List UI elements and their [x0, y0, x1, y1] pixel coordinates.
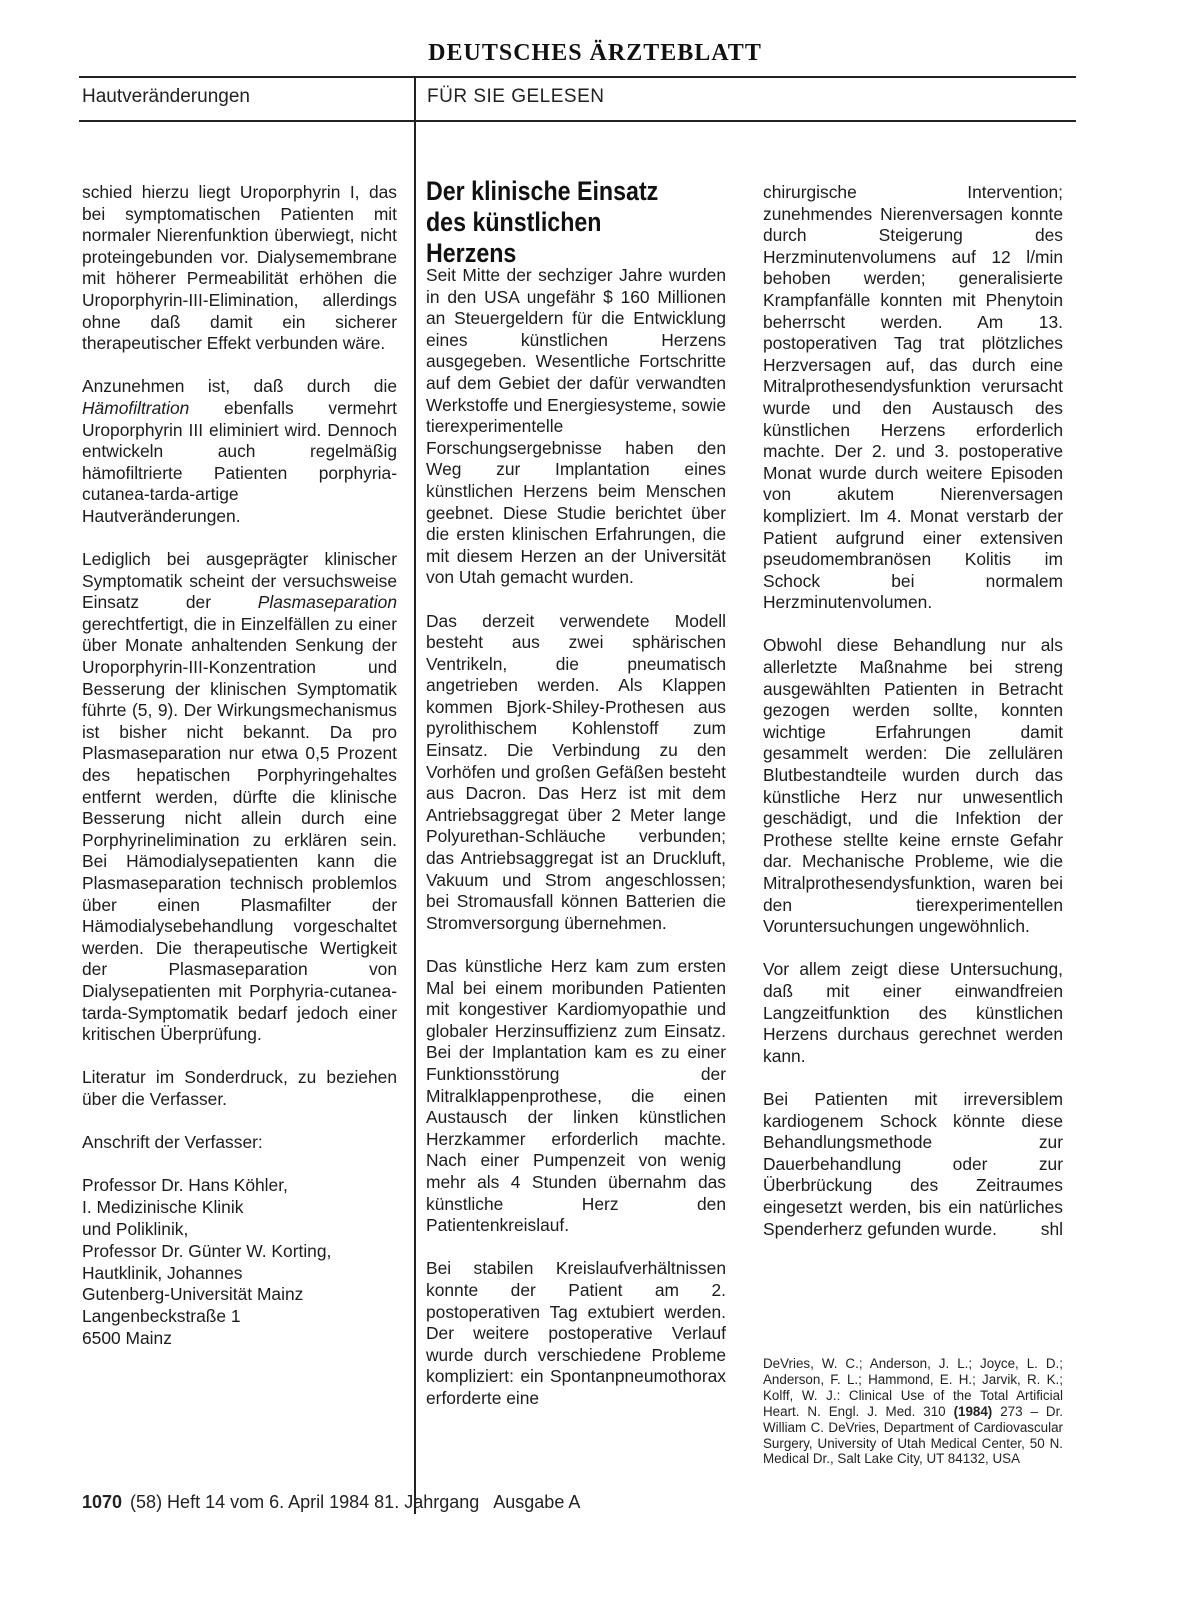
paragraph: Anzunehmen ist, daß durch die Hämofiltration ebenfalls vermehrt Uroporphyrin III eliminiert wird. Dennoch entwickeln auch regelmäßig hämofiltrierte Patienten porphyria-cutanea-tarda-artige Hautveränderungen. [82, 376, 397, 526]
paragraph: Vor allem zeigt diese Untersuchung, daß mit einer einwandfreien Langzeitfunktion des künstlichen Herzens durchaus gerechnet werden kann. [763, 959, 1063, 1066]
paragraph: Das künstliche Herz kam zum ersten Mal bei einem moribunden Patienten mit kongestiver Kardiomyopathie und globaler Herzinsuffizienz zum Einsatz. Bei der Implantation kam es zu einer Funktionsstörung der Mitralklappenprothese, die einen Austausch der linken künstlichen Herzkammer erforderlich machte. Nach einer Pumpenzeit von wenig mehr als 4 Stunden übernahm das künstliche Herz den Patientenkreislauf. [426, 956, 726, 1236]
address-line: und Poliklinik, [82, 1218, 189, 1239]
page-footer [82, 1492, 580, 1513]
right-column [763, 182, 1063, 1262]
address-line: Hautklinik, Johannes [82, 1262, 243, 1283]
address-line: 6500 Mainz [82, 1327, 172, 1348]
paragraph: schied hierzu liegt Uroporphyrin I, das bei symptomatischen Patienten mit normaler Nierenfunktion überwiegt, nicht proteingebunden vor. Dialysemembrane mit höherer Permeabilität erhöhen die Uroporphyrin-III-Elimination, allerdings ohne daß damit ein sicherer therapeutischer Effekt verbunden wäre. [82, 182, 397, 354]
page-number: 1070 [82, 1492, 123, 1512]
paragraph: Bei stabilen Kreislaufverhältnissen konnte der Patient am 2. postoperativen Tag extubiert werden. Der weitere postoperative Verlauf wurde durch verschiedene Probleme kompliziert: ein Spontanpneumothorax erforderte eine [426, 1258, 726, 1408]
address-line: Gutenberg-Universität Mainz [82, 1284, 304, 1305]
title-line: Der klinische Einsatz [426, 176, 659, 206]
paragraph: Literatur im Sonderdruck, zu beziehen über die Verfasser. [82, 1067, 397, 1109]
header-rule [79, 120, 1076, 122]
address-line: I. Medizinische Klinik [82, 1197, 244, 1218]
article-title [426, 176, 693, 269]
paragraph: Bei Patienten mit irreversiblem kardiogenem Schock könnte diese Behandlungsmethode zur Dauerbehandlung oder zur Überbrückung des Zeitraumes eingesetzt werden, bis ein natürliches Spenderherz gefunden wurde. shl [763, 1088, 1063, 1239]
paragraph: Das derzeit verwendete Modell besteht aus zwei sphärischen Ventrikeln, die pneumatisch angetrieben werden. Als Klappen kommen Bjork-Shiley-Prothesen aus pyrolithischem Kohlenstoff zum Einsatz. Die Verbindung zu den Vorhöfen und großen Gefäßen besteht aus Dacron. Das Herz ist mit dem Antriebsaggregat über 2 Meter lange Polyurethan-Schläuche verbunden; das Antriebsaggregat ist an Druckluft, Vakuum und Strom angeschlossen; bei Stromausfall können Batterien die Stromversorgung übernehmen. [426, 610, 726, 933]
author-address [82, 1175, 397, 1349]
address-line: Langenbeckstraße 1 [82, 1306, 241, 1327]
section-label-right: FÜR SIE GELESEN [427, 86, 605, 107]
address-line: Professor Dr. Hans Köhler, [82, 1175, 288, 1196]
paragraph: Lediglich bei ausgeprägter klinischer Symptomatik scheint der versuchsweise Einsatz der Plasmaseparation gerechtfertigt, die in Einzelfällen zu einer über Monate anhaltenden Senkung der Uroporphyrin-III-Konzentration und Besserung der klinischen Symptomatik führte (5, 9). Der Wirkungsmechanismus ist bisher nicht bekannt. Da pro Plasmaseparation nur etwa 0,5 Prozent des hepatischen Porphyringehaltes entfernt werden, dürfte die klinische Besserung nicht allein durch eine Porphyrinelimination zu erklären sein. Bei Hämodialysepatienten kann die Plasmaseparation technisch problemlos über einen Plasmafilter der Hämodialysebehandlung vorgeschaltet werden. Die therapeutische Wertigkeit der Plasmaseparation von Dialysepatienten mit Porphyria-cutanea-tarda-Symptomatik bedarf jedoch einer kritischen Überprüfung. [82, 549, 397, 1045]
column-divider [414, 76, 416, 1514]
paragraph: Obwohl diese Behandlung nur als allerletzte Maßnahme bei streng ausgewählten Patienten in Betracht gezogen werden sollte, konnten wichtige Erfahrungen damit gesammelt werden: Die zellulären Blutbestandteile wurden durch das künstliche Herz nur unwesentlich geschädigt, und die Infektion der Prothese stellte keine ernste Gefahr dar. Mechanische Probleme, wie die Mitralprothesendysfunktion, waren bei den tierexperimentellen Voruntersuchungen ungewöhnlich. [763, 635, 1063, 937]
reference-citation: DeVries, W. C.; Anderson, J. L.; Joyce, L. D.; Anderson, F. L.; Hammond, E. H.; Jarvik, R. K.; Kolff, W. J.: Clinical Use of the Total Artificial Heart. N. Engl. J. Med. 310 (1984) 273 – Dr. William C. DeVries, Department of Cardiovascular Surgery, University of Utah Medical Center, 50 N. Medical Dr., Salt Lake City, UT 84132, USA [763, 1356, 1064, 1467]
paragraph: Seit Mitte der sechziger Jahre wurden in den USA ungefähr $ 160 Millionen an Steuergeldern für die Entwicklung eines künstlichen Herzens ausgegeben. Wesentliche Fortschritte auf dem Gebiet der dafür verwandten Werkstoffe und Energiesysteme, sowie tierexperimentelle Forschungsergebnisse haben den Weg zur Implantation eines künstlichen Herzens beim Menschen geebnet. Diese Studie berichtet über die ersten klinischen Erfahrungen, die mit diesem Herzen an der Universität von Utah gemacht wurden. [426, 265, 726, 588]
title-line: des künstlichen Herzens [426, 207, 602, 268]
left-column [82, 182, 397, 1350]
issue-info: (58) Heft 14 vom 6. April 1984 81. Jahrgang Ausgabe A [130, 1492, 581, 1512]
top-rule [79, 76, 1076, 78]
address-line: Professor Dr. Günter W. Korting, [82, 1240, 332, 1261]
masthead: DEUTSCHES ÄRZTEBLATT [428, 40, 762, 66]
middle-column [426, 265, 726, 1431]
reference-year: (1984) [953, 1403, 993, 1419]
paragraph: chirurgische Intervention; zunehmendes Nierenversagen konnte durch Steigerung des Herzminutenvolumens auf 12 l/min behoben werden; generalisierte Krampfanfälle konnten mit Phenytoin beherrscht werden. Am 13. postoperativen Tag trat plötzliches Herzversagen auf, das durch eine Mitralprothesendysfunktion verursacht wurde und den Austausch des künstlichen Herzens erforderlich machte. Der 2. und 3. postoperative Monat wurde durch weitere Episoden von akutem Nierenversagen kompliziert. Im 4. Monat verstarb der Patient aufgrund einer extensiven pseudomembranösen Kolitis im Schock bei normalem Herzminutenvolumen. [763, 182, 1063, 613]
address-heading: Anschrift der Verfasser: [82, 1132, 263, 1153]
emphasis: Plasmaseparation [257, 592, 397, 613]
section-label-left: Hautveränderungen [82, 86, 250, 107]
author-signature: shl [1040, 1218, 1063, 1239]
emphasis: Hämofiltration [82, 397, 190, 418]
